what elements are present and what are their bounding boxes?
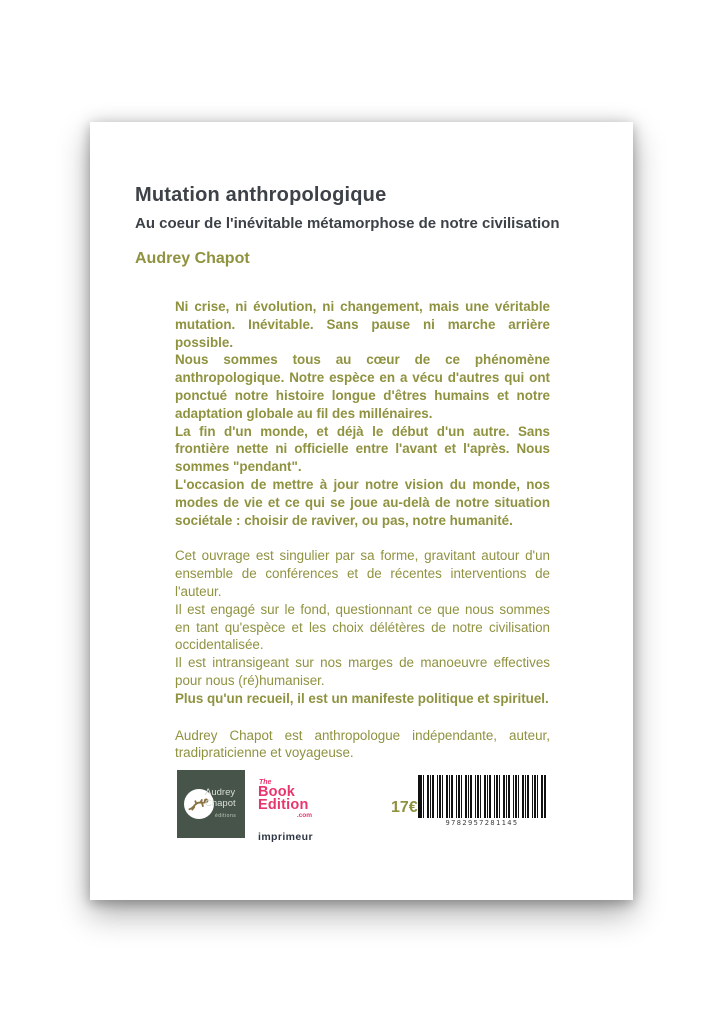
printer-logo-com: .com	[296, 812, 312, 819]
description-line: Il est intransigeant sur nos marges de manoeuvre effectives pour nous (ré)humaniser.	[175, 655, 550, 688]
closing-line: Plus qu'un recueil, il est un manifeste politique et spirituel.	[175, 690, 549, 706]
price-label: 17€	[391, 799, 418, 816]
manifesto-line: Ni crise, ni évolution, ni changement, mais une véritable mutation. Inévitable. Sans pause ni marche arrière possible.	[175, 299, 550, 350]
publisher-name-line2: Chapot	[205, 798, 236, 809]
publisher-logo-text	[205, 787, 245, 822]
barcode	[418, 775, 546, 827]
book-title: Mutation anthropologique	[135, 184, 387, 206]
back-cover-text	[175, 298, 550, 762]
manifesto-line: L'occasion de mettre à jour notre vision du monde, nos modes de vie et ce qui se joue au-delà de notre situation sociétale : choisir de raviver, ou pas, notre humanité.	[175, 476, 550, 528]
description-line: Il est engagé sur le fond, questionnant ce que nous sommes en tant qu'espèce et les choix délétères de notre civilisation occidentalisée.	[175, 601, 550, 653]
printer-logo	[258, 779, 322, 843]
manifesto-line: Nous sommes tous au cœur de ce phénomène anthropologique. Notre espèce en a vécu d'autres qui ont ponctué notre histoire longue d'êtres humains et notre adaptation globale au fil des millénaires.	[175, 352, 550, 421]
book-subtitle: Au coeur de l'inévitable métamorphose de notre civilisation	[135, 215, 560, 232]
description-line: Cet ouvrage est singulier par sa forme, gravitant autour d'un ensemble de conférences et de récentes interventions de l'auteur.	[175, 548, 550, 599]
publisher-tagline: éditions	[215, 813, 237, 819]
printer-logo-book: Book	[258, 784, 296, 800]
printer-logo-the: The	[259, 779, 272, 786]
barcode-bars	[418, 775, 546, 818]
publisher-logo	[177, 770, 245, 838]
publisher-name-line1: Audrey	[205, 787, 236, 798]
book-back-cover	[90, 122, 633, 900]
author-bio-block	[175, 727, 550, 763]
manifesto-block	[175, 298, 550, 529]
manifesto-line: La fin d'un monde, et déjà le début d'un autre. Sans frontière nette ni officielle entre l'avant et l'après. Nous sommes "pendant".	[175, 423, 550, 475]
printer-logo-edition: Edition	[258, 797, 309, 813]
author-bio: Audrey Chapot est anthropologue indépendante, auteur, tradipraticienne et voyageuse.	[175, 727, 550, 761]
author-name: Audrey Chapot	[135, 250, 250, 267]
barcode-number: 9782957281145	[445, 819, 519, 827]
description-block	[175, 547, 550, 707]
printer-role-label: imprimeur	[258, 831, 313, 843]
